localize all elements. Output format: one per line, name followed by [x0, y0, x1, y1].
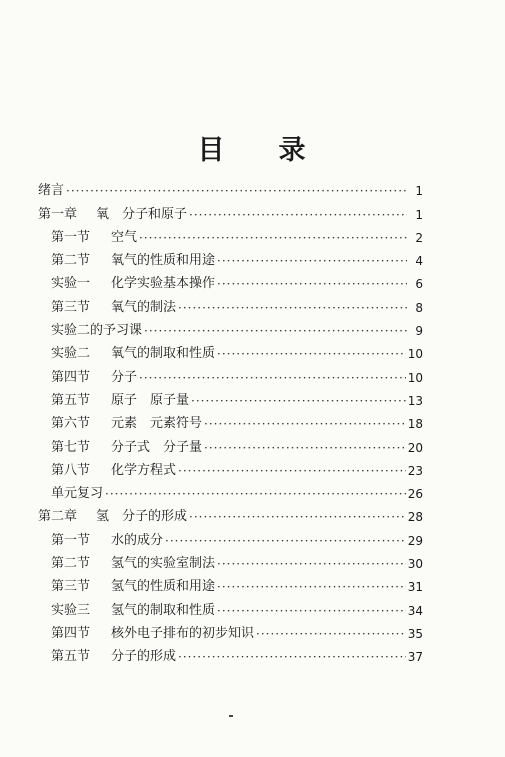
toc-dot-leader: [139, 370, 406, 386]
toc-dot-leader: [178, 300, 407, 316]
toc-entry-page-number: 10: [407, 347, 423, 362]
toc-entry[interactable]: [38, 432, 423, 455]
toc-entry-title: 分子的形成: [111, 649, 177, 665]
toc-entry-section: 第八节: [51, 462, 91, 478]
toc-entry[interactable]: [38, 339, 423, 362]
toc-dot-leader: [139, 230, 407, 246]
toc-entry[interactable]: [38, 269, 423, 292]
toc-entry-title: 氢气的实验室制法: [111, 556, 216, 572]
toc-dot-leader: [66, 183, 407, 199]
toc-entry-title: 氧气的制法: [111, 299, 177, 315]
toc-dot-leader: [178, 463, 406, 479]
toc-entry[interactable]: [38, 595, 423, 618]
toc-entry-title: 化学方程式: [111, 462, 177, 478]
toc-entry-title: 核外电子排布的初步知识: [111, 625, 255, 641]
toc-entry-label: [51, 463, 176, 479]
toc-dot-leader: [144, 323, 407, 339]
toc-entry-page-number: 37: [407, 650, 423, 665]
page-title: [0, 128, 505, 167]
toc-entry[interactable]: [38, 525, 423, 548]
toc-entry-label: [51, 440, 202, 456]
toc-entry-title: 分子式 分子量: [111, 439, 203, 455]
page-title-char-1: 目: [197, 135, 227, 166]
toc-entry-section: 第四节: [51, 369, 91, 385]
toc-entry-page-number: 29: [407, 533, 423, 548]
toc-dot-leader: [217, 579, 406, 595]
toc-dot-leader: [189, 509, 406, 525]
toc-entry-page-number: 4: [415, 254, 423, 269]
toc-entry-page-number: 34: [407, 603, 423, 618]
toc-entry[interactable]: [38, 246, 423, 269]
toc-entry-section: 第一章: [38, 206, 78, 222]
toc-entry[interactable]: [38, 409, 423, 432]
toc-entry-title: 分子: [111, 369, 138, 385]
toc-dot-leader: [189, 207, 407, 223]
toc-entry-title: 化学实验基本操作: [111, 276, 216, 292]
toc-dot-leader: [178, 649, 406, 665]
toc-entry-label: [51, 579, 215, 595]
toc-entry-section: 第一节: [51, 532, 91, 548]
toc-entry-label: [51, 649, 176, 665]
toc-entry[interactable]: [38, 619, 423, 642]
table-of-contents: [38, 176, 423, 665]
toc-entry[interactable]: [38, 362, 423, 385]
toc-entry-title: 氧气的性质和用途: [111, 253, 216, 269]
toc-entry-label: [51, 556, 215, 572]
toc-dot-leader: [105, 486, 406, 502]
toc-entry[interactable]: [38, 572, 423, 595]
toc-entry-section: 第五节: [51, 392, 91, 408]
toc-entry-page-number: 1: [415, 207, 423, 222]
toc-entry[interactable]: [38, 479, 423, 502]
toc-entry-page-number: 26: [407, 487, 423, 502]
toc-entry-page-number: 31: [407, 580, 423, 595]
toc-entry-section: 第三节: [51, 299, 91, 315]
toc-entry-page-number: 35: [407, 626, 423, 641]
toc-entry-title: 氢 分子的形成: [96, 509, 188, 525]
toc-entry-page-number: 10: [407, 370, 423, 385]
toc-entry-label: [51, 486, 103, 502]
toc-dot-leader: [217, 346, 406, 362]
toc-entry-section: 第五节: [51, 649, 91, 665]
toc-entry[interactable]: [38, 549, 423, 572]
toc-entry-label: [51, 253, 215, 269]
toc-entry-title: 元素 元素符号: [111, 416, 203, 432]
toc-dot-leader: [204, 440, 406, 456]
toc-entry-section: 第二节: [51, 253, 91, 269]
toc-dot-leader: [217, 276, 407, 292]
toc-entry-label: [51, 626, 254, 642]
toc-entry-page-number: 18: [407, 417, 423, 432]
toc-entry-title: 氧气的制取和性质: [111, 346, 216, 362]
toc-entry-page-number: 23: [407, 463, 423, 478]
toc-entry-label: [51, 323, 142, 339]
toc-entry-page-number: 13: [407, 393, 423, 408]
toc-entry[interactable]: [38, 292, 423, 315]
toc-dot-leader: [204, 416, 406, 432]
toc-entry-title: 氧 分子和原子: [96, 206, 188, 222]
toc-dot-leader: [217, 603, 406, 619]
toc-entry-page-number: 28: [407, 510, 423, 525]
toc-entry-section: 实验一: [51, 276, 91, 292]
toc-entry-title: 空气: [111, 229, 138, 245]
toc-entry[interactable]: [38, 642, 423, 665]
toc-entry-label: [38, 207, 187, 223]
toc-entry-page-number: 1: [415, 184, 423, 199]
toc-entry-title: 实验二的予习课: [51, 323, 143, 339]
toc-entry-label: [51, 416, 202, 432]
toc-entry-section: 第七节: [51, 439, 91, 455]
toc-entry-section: 实验三: [51, 602, 91, 618]
toc-entry-label: [51, 276, 215, 292]
toc-dot-leader: [191, 393, 406, 409]
toc-entry-title: 氢气的性质和用途: [111, 579, 216, 595]
toc-dot-leader: [165, 533, 406, 549]
toc-entry-label: [51, 346, 215, 362]
toc-entry-label: [51, 393, 189, 409]
toc-entry-page-number: 20: [407, 440, 423, 455]
toc-entry-label: [51, 300, 176, 316]
toc-entry-label: [51, 230, 137, 246]
toc-dot-leader: [217, 556, 406, 572]
toc-entry[interactable]: [38, 502, 423, 525]
toc-entry-section: 第二章: [38, 509, 78, 525]
toc-entry-section: 第六节: [51, 416, 91, 432]
toc-entry[interactable]: [38, 199, 423, 222]
toc-entry-title: 氢气的制取和性质: [111, 602, 216, 618]
toc-entry-label: [51, 533, 163, 549]
page-title-char-2: 录: [278, 135, 308, 166]
toc-entry-label: [38, 509, 187, 525]
toc-entry-section: 第四节: [51, 625, 91, 641]
toc-entry-page-number: 9: [415, 324, 423, 339]
toc-entry-title: 水的成分: [111, 532, 164, 548]
toc-entry-section: 第一节: [51, 229, 91, 245]
toc-entry-title: 单元复习: [51, 486, 104, 502]
toc-entry-title: 原子 原子量: [111, 392, 190, 408]
toc-entry-section: 实验二: [51, 346, 91, 362]
toc-dot-leader: [217, 253, 407, 269]
toc-entry-label: [38, 183, 64, 199]
toc-entry-section: 第二节: [51, 556, 91, 572]
page-mark: [229, 715, 233, 717]
toc-entry[interactable]: [38, 223, 423, 246]
toc-entry[interactable]: [38, 386, 423, 409]
toc-entry[interactable]: [38, 176, 423, 199]
toc-entry[interactable]: [38, 456, 423, 479]
toc-entry-page-number: 30: [407, 557, 423, 572]
toc-entry-label: [51, 603, 215, 619]
toc-dot-leader: [256, 626, 406, 642]
toc-entry[interactable]: [38, 316, 423, 339]
toc-entry-page-number: 2: [415, 230, 423, 245]
toc-entry-label: [51, 370, 137, 386]
toc-entry-section: 第三节: [51, 579, 91, 595]
toc-entry-page-number: 8: [415, 300, 423, 315]
toc-entry-page-number: 6: [415, 277, 423, 292]
toc-entry-title: 绪言: [38, 183, 65, 199]
